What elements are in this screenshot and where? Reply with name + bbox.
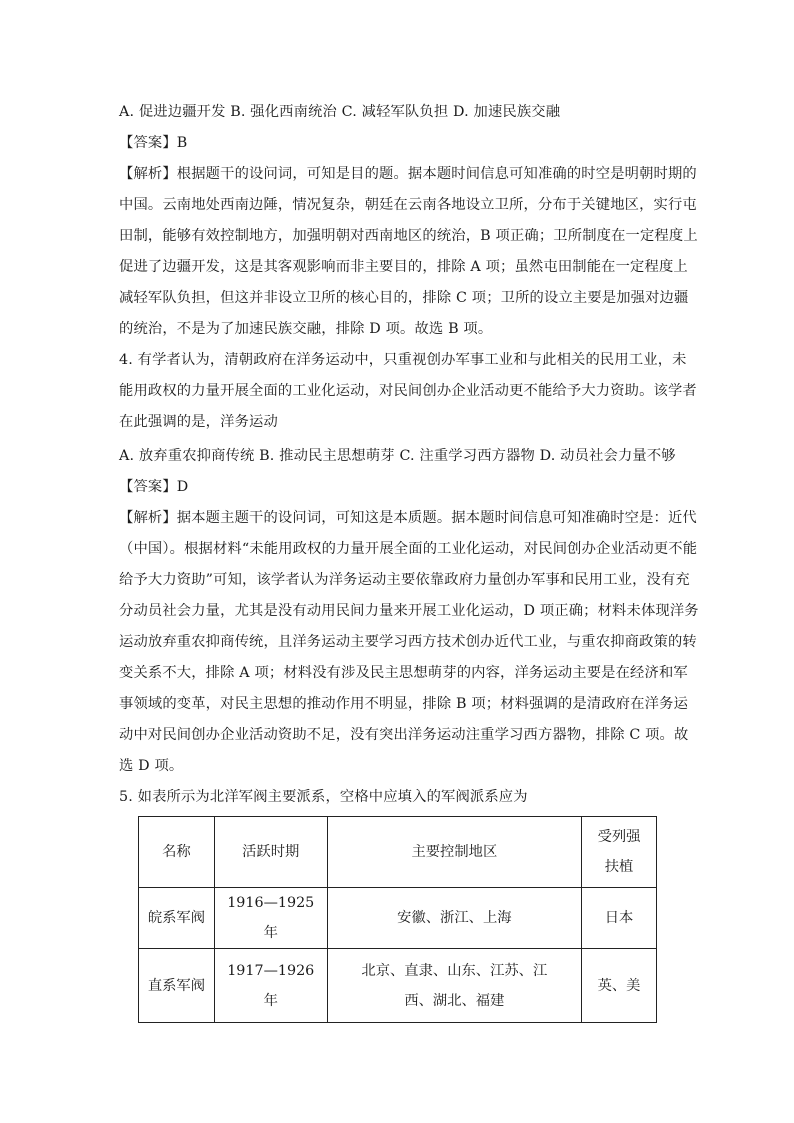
- table-header-row: [139, 817, 657, 888]
- table-header-cell: 主要控制地区: [327, 817, 581, 888]
- table-header-cell: 活跃时期: [214, 817, 327, 888]
- q4-analysis-line: 选 D 项。: [119, 758, 184, 774]
- table-cell: 日本: [582, 888, 657, 949]
- q4-analysis-line: 给予大力资助”可知，该学者认为洋务运动主要依靠政府力量创办军事和民用工业，没有充: [119, 572, 690, 588]
- q4-analysis-line: 【解析】据本题主题干的设问词，可知这是本质题。据本题时间信息可知准确时空是：近代: [119, 510, 697, 526]
- q4-options: A. 放弃重农抑商传统 B. 推动民主思想萌芽 C. 注重学习西方器物 D. 动员社会力量不够: [119, 448, 676, 464]
- q3-analysis-line: 的统治，不是为了加速民族交融，排除 D 项。故选 B 项。: [119, 321, 493, 337]
- table-cell: 皖系军阀: [139, 888, 215, 949]
- q3-analysis-line: 田制，能够有效控制地方，加强明朝对西南地区的统治，B 项正确；卫所制度在一定程度上: [119, 228, 698, 244]
- q4-analysis-line: 变关系不大，排除 A 项；材料没有涉及民主思想萌芽的内容，洋务运动主要是在经济和军: [119, 665, 688, 681]
- table-cell: 直系军阀: [139, 949, 215, 1023]
- table-row: [139, 888, 657, 949]
- q4-analysis-line: 动中对民间创办企业活动资助不足，没有突出洋务运动注重学习西方器物，排除 C 项。故: [119, 727, 689, 743]
- q4-stem-line: 能用政权的力量开展全面的工业化运动，对民间创办企业活动更不能给予大力资助。该学者: [119, 383, 697, 399]
- table-cell: 1917—1926 年: [214, 949, 327, 1023]
- q4-stem-line: 在此强调的是，洋务运动: [119, 414, 278, 430]
- q4-analysis-line: 分动员社会力量，尤其是没有动用民间力量来开展工业化运动，D 项正确；材料未体现洋务: [119, 603, 699, 619]
- q3-analysis-line: 中国。云南地处西南边陲，情况复杂，朝廷在云南各地设立卫所，分布于关键地区，实行屯: [119, 197, 697, 213]
- q3-analysis-line: 促进了边疆开发，这是其客观影响而非主要目的，排除 A 项；虽然屯田制能在一定程度上: [119, 259, 688, 275]
- q4-analysis-line: 事领域的变革，对民主思想的推动作用不明显，排除 B 项；材料强调的是清政府在洋务运: [119, 696, 689, 712]
- table-cell: 英、美: [582, 949, 657, 1023]
- q3-options: A. 促进边疆开发 B. 强化西南统治 C. 减轻军队负担 D. 加速民族交融: [119, 104, 561, 120]
- table-cell: 1916—1925 年: [214, 888, 327, 949]
- warlord-table: [138, 816, 657, 1023]
- table-header-cell: 受列强扶植: [582, 817, 657, 888]
- table-cell: 北京、直隶、山东、江苏、江西、湖北、福建: [327, 949, 581, 1023]
- q3-analysis-line: 【解析】根据题干的设问词，可知是目的题。据本题时间信息可知准确的时空是明朝时期的: [119, 166, 697, 182]
- table-cell: 安徽、浙江、上海: [327, 888, 581, 949]
- q4-analysis-line: 运动放弃重农抑商传统，且洋务运动主要学习西方技术创办近代工业，与重农抑商政策的转: [119, 634, 697, 650]
- q5-stem: 5. 如表所示为北洋军阀主要派系，空格中应填入的军阀派系应为: [119, 789, 528, 805]
- q3-analysis-line: 减轻军队负担，但这并非设立卫所的核心目的，排除 C 项；卫所的设立主要是加强对边疆: [119, 290, 689, 306]
- table-header-cell: 名称: [139, 817, 215, 888]
- q3-answer: 【答案】B: [119, 135, 188, 151]
- q4-answer: 【答案】D: [119, 479, 189, 495]
- q4-stem-line: 4. 有学者认为，清朝政府在洋务运动中，只重视创办军事工业和与此相关的民用工业，未: [119, 352, 687, 368]
- q4-analysis-line: （中国）。根据材料“未能用政权的力量开展全面的工业化运动，对民间创办企业活动更不能: [119, 541, 698, 557]
- table-row: [139, 949, 657, 1023]
